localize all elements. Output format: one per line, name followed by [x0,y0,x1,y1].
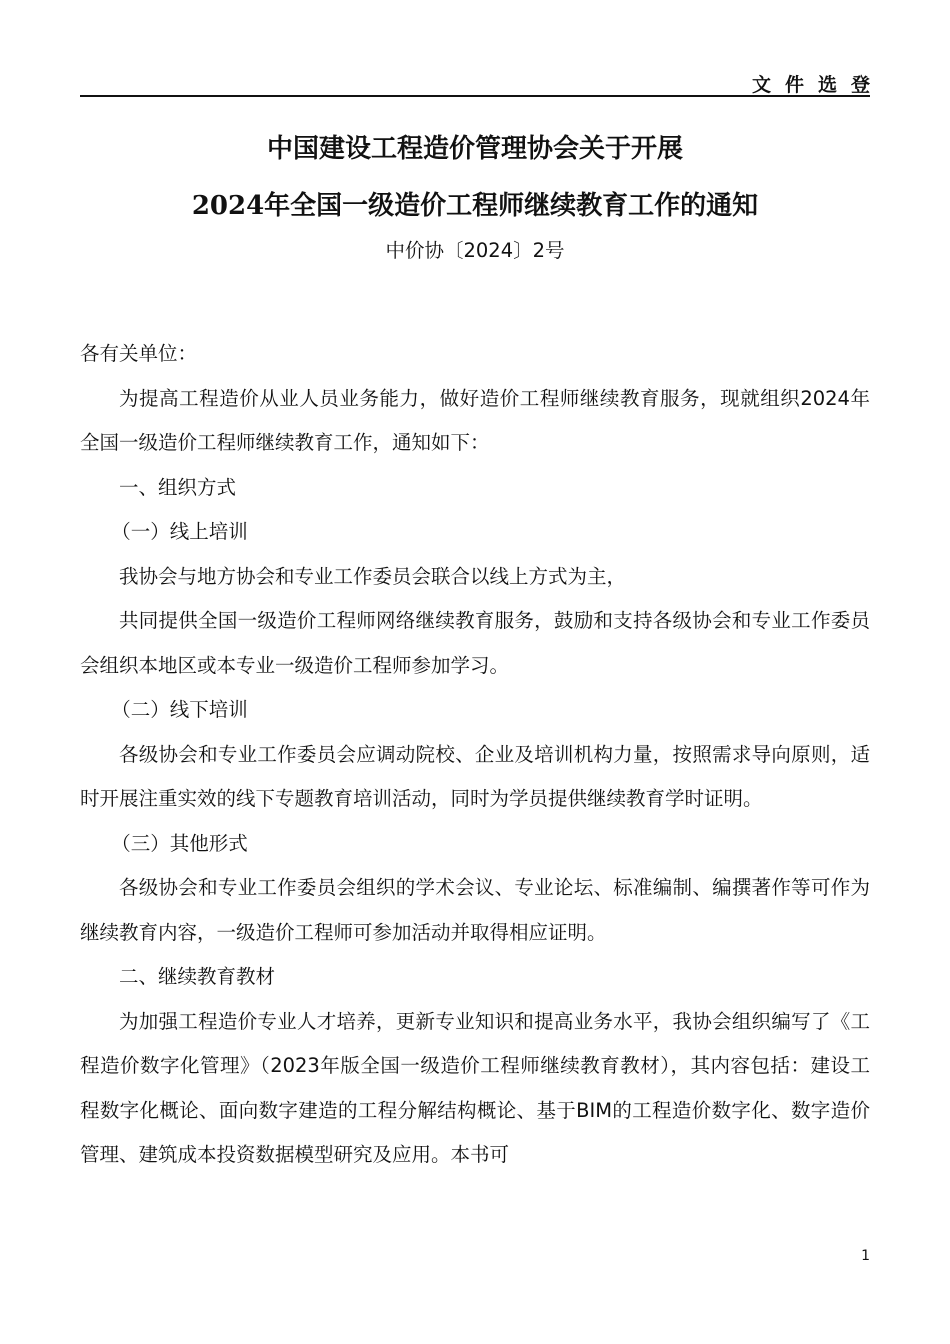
subsection-1-paragraph-2: 共同提供全国一级造价工程师网络继续教育服务，鼓励和支持各级协会和专业工作委员会组织本地区或本专业一级造价工程师参加学习。 [80,609,870,677]
document-number: 中价协〔2024〕2号 [385,239,565,262]
document-title-line-2: 2024年全国一级造价工程师继续教育工作的通知 [191,191,759,221]
subsection-3-heading: （三）其他形式 [111,831,248,855]
section-2-heading: 二、继续教育教材 [119,965,276,988]
page-number: 1 [861,1248,870,1264]
section-2-paragraph: 为加强工程造价专业人才培养，更新专业知识和提高业务水平，我协会组织编写了《工程造价数字化管理》（2023年版全国一级造价工程师继续教育教材），其内容包括：建设工程数字化概论、面向数字建造的工程分解结构概论、基于BIM的工程造价数字化、数字造价管理、建筑成本投资数据模型研究及应用。本书可 [80,1009,870,1166]
document-body [80,332,870,1178]
subsection-1-heading: （一）线上培训 [111,520,248,543]
header-divider [80,95,870,97]
subsection-3-paragraph: 各级协会和专业工作委员会组织的学术会议、专业论坛、标准编制、编撰著作等可作为继续教育内容，一级造价工程师可参加活动并取得相应证明。 [80,876,870,944]
subsection-2-heading: （二）线下培训 [111,698,248,721]
salutation: 各有关单位： [80,342,198,365]
header-section-label: 文件选登 [751,74,884,96]
intro-paragraph: 为提高工程造价从业人员业务能力，做好造价工程师继续教育服务，现就组织2024年全国一级造价工程师继续教育工作，通知如下： [80,386,870,454]
subsection-1-paragraph-1: 我协会与地方协会和专业工作委员会联合以线上方式为主， [119,564,627,588]
section-1-heading: 一、组织方式 [119,475,237,499]
document-title-line-1: 中国建设工程造价管理协会关于开展 [266,134,683,164]
subsection-2-paragraph: 各级协会和专业工作委员会应调动院校、企业及培训机构力量，按照需求导向原则，适时开展注重实效的线下专题教育培训活动，同时为学员提供继续教育学时证明。 [80,742,870,810]
